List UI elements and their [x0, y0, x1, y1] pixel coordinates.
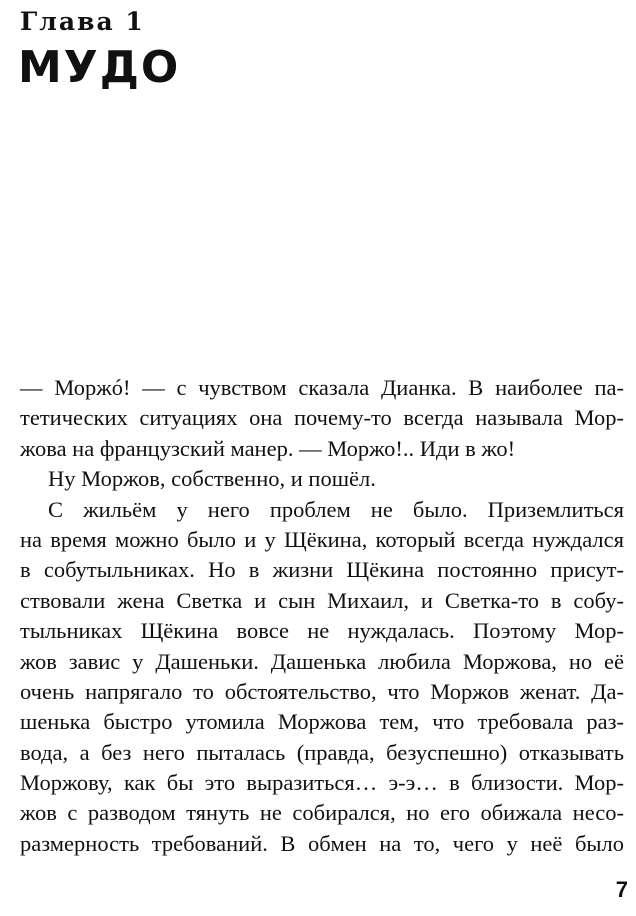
text-line: ствовали жена Светка и сын Михаил, и Светка-то в собу- — [20, 587, 624, 613]
text-line: С жильём у него проблем не было. Приземлиться — [48, 496, 624, 522]
text-line: размерность требований. В обмен на то, чего у неё было — [20, 830, 624, 856]
text-line: в собутыльниках. Но в жизни Щёкина постоянно присут- — [20, 557, 624, 583]
text-line: очень напрягало то обстоятельство, что Моржов женат. Да- — [20, 678, 624, 704]
text-line: — Моржó! — с чувством сказала Дианка. В наиболее па- — [20, 375, 624, 400]
chapter-label: Глава 1 — [20, 7, 145, 36]
text-line: жов завис у Дашеньки. Дашенька любила Моржова, но её — [20, 648, 624, 674]
body-text — [20, 373, 624, 859]
text-line: Моржову, как бы это выразиться… э-э… в близости. Мор- — [20, 770, 624, 796]
text-line: тетических ситуациях она почему-то всегда называла Мор- — [20, 405, 624, 431]
text-line: жова на французский манер. — Моржо!.. Иди в жо! — [20, 435, 516, 461]
text-line: на время можно было и у Щёкина, который всегда нуждался — [20, 526, 624, 552]
text-line: Ну Моржов, собственно, и пошёл. — [48, 466, 376, 492]
page-number: 7 — [615, 877, 628, 902]
text-line: тыльниках Щёкина вовсе не нуждалась. Поэтому Мор- — [20, 618, 624, 644]
text-line: вода, а без него пыталась (правда, безуспешно) отказывать — [20, 739, 624, 765]
text-line: шенька быстро утомила Моржова тем, что требовала раз- — [20, 709, 624, 735]
chapter-title: МУДО — [18, 42, 181, 93]
text-line: жов с разводом тянуть не собирался, но его обижала несо- — [20, 800, 624, 826]
